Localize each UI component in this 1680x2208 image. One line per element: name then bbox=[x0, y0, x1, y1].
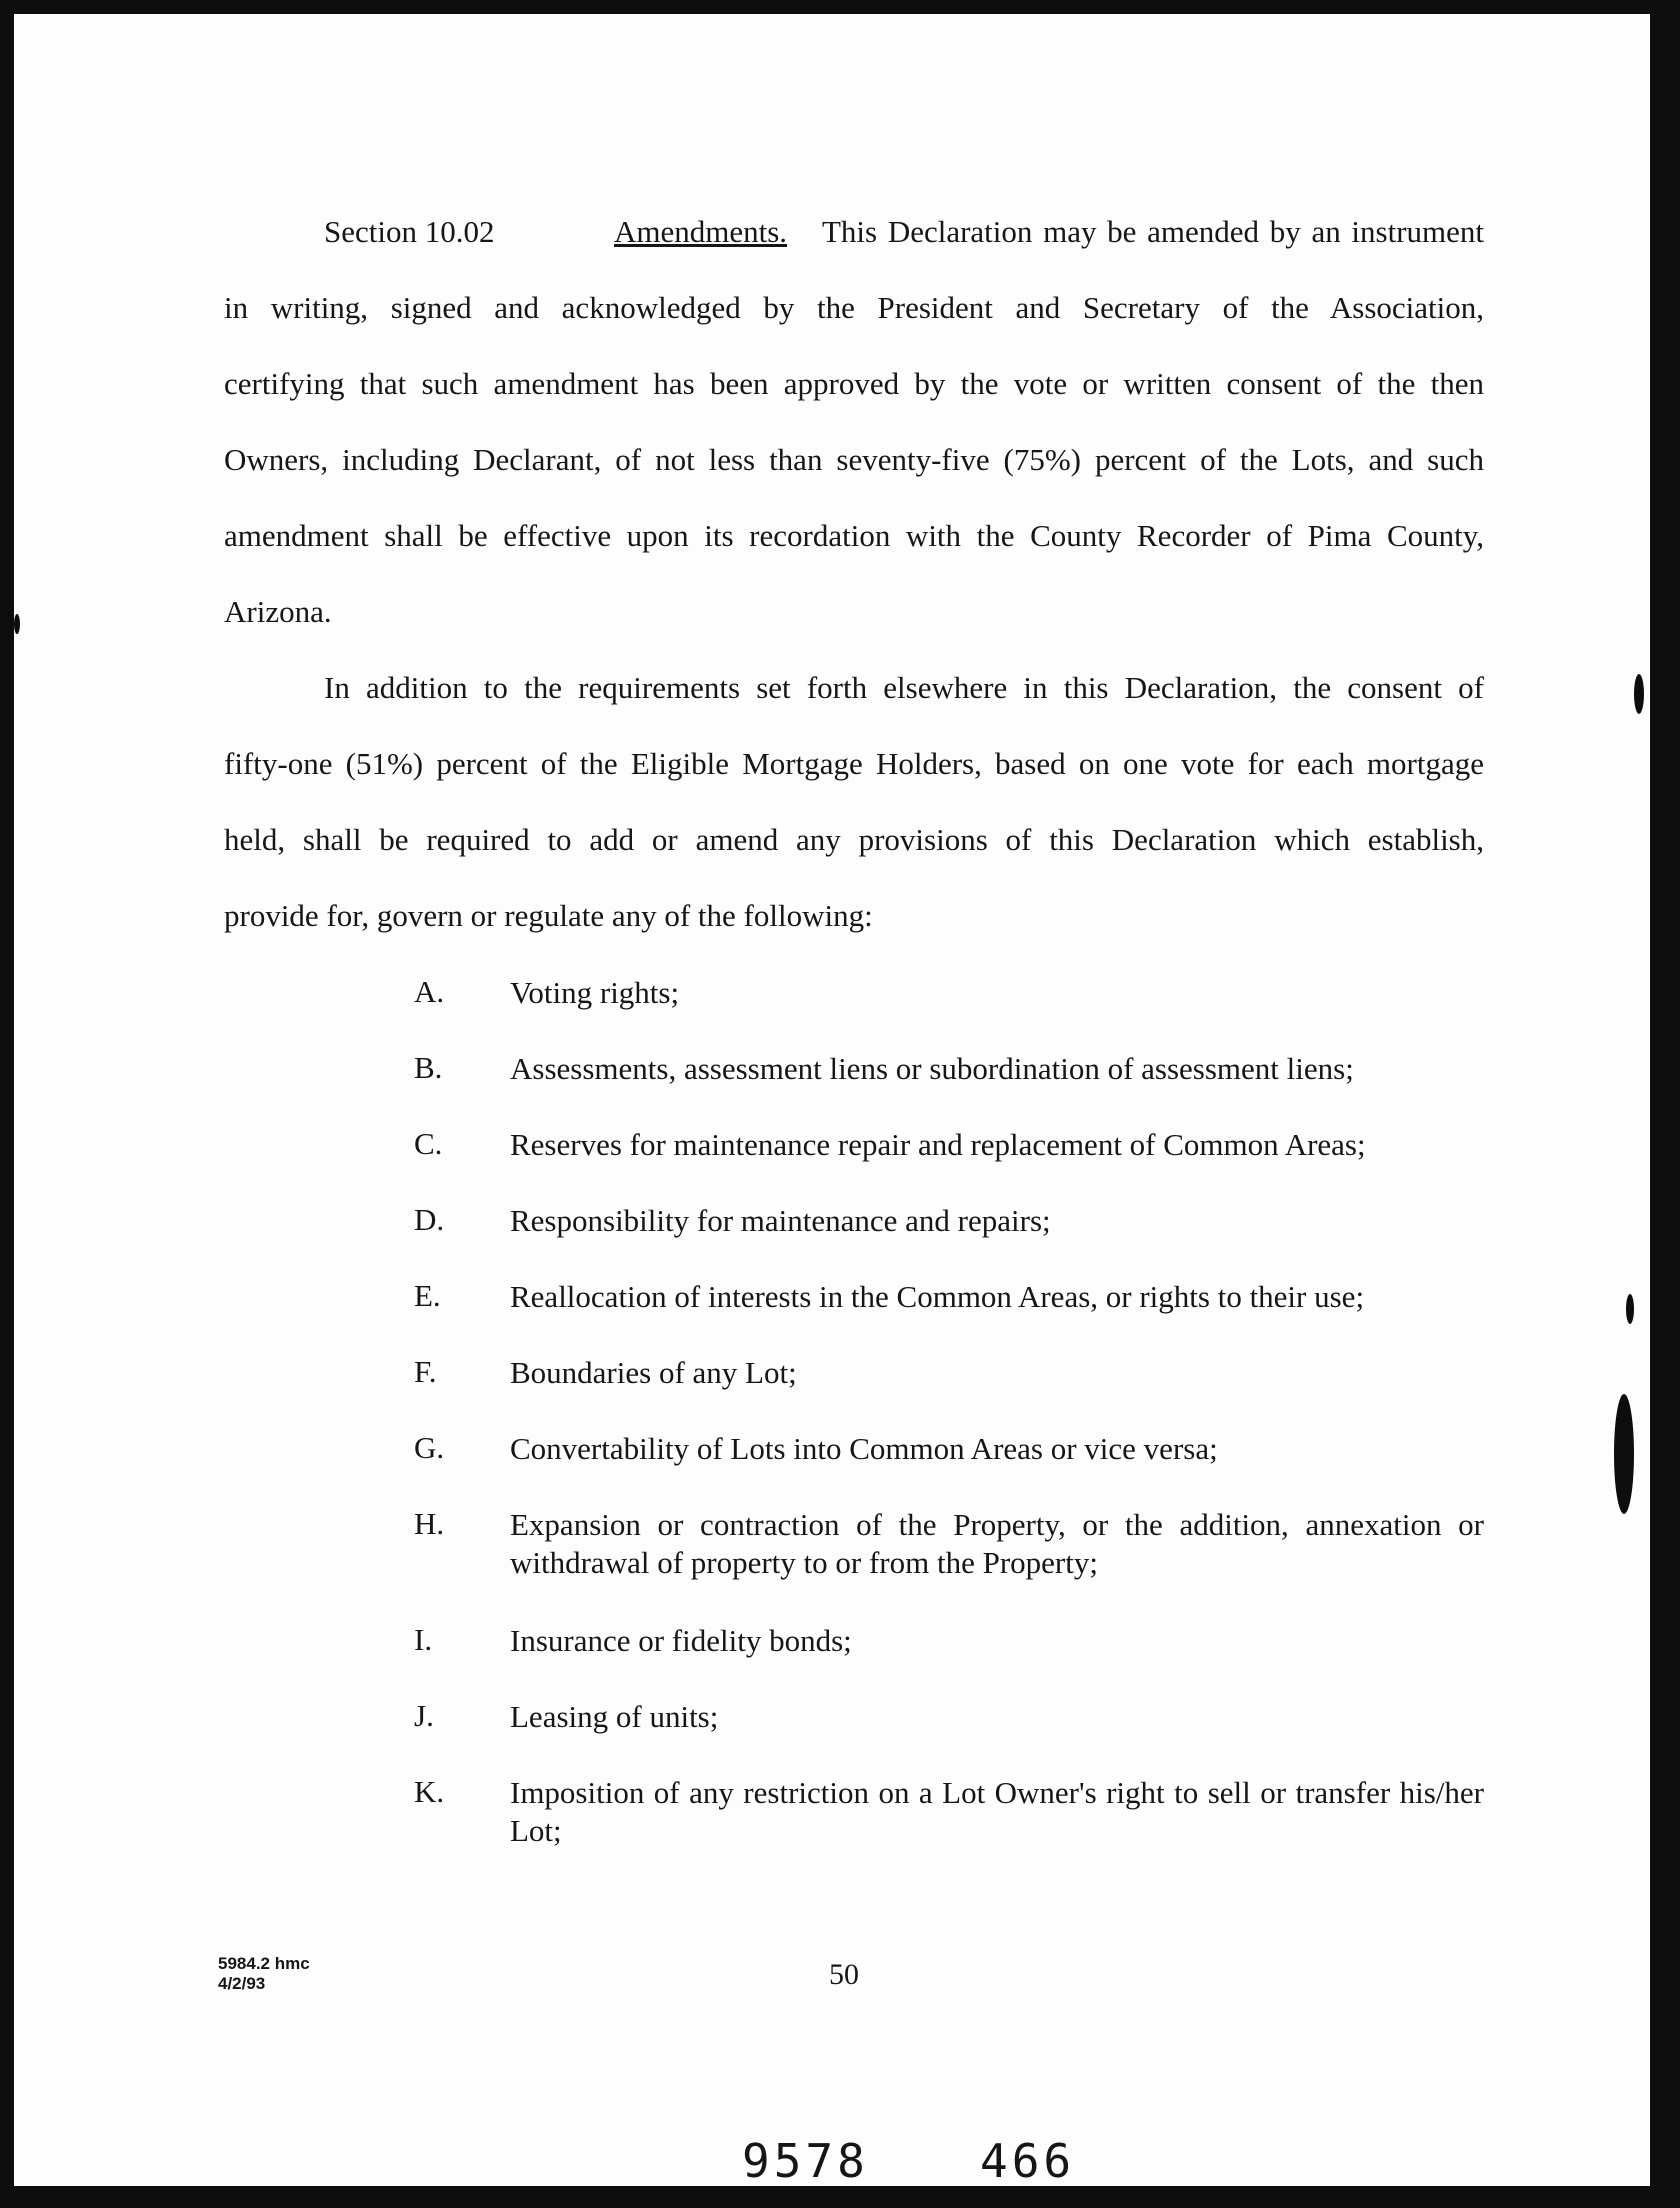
list-item-text: Reallocation of interests in the Common Areas, or rights to their use; bbox=[510, 1279, 1365, 1314]
recording-book-number: 9578 bbox=[742, 2134, 869, 2188]
document-code-id: 5984.2 hmc bbox=[218, 1954, 310, 1973]
list-item-letter: B. bbox=[414, 1050, 443, 1085]
list-item-text: Assessments, assessment liens or subordination of assessment liens; bbox=[510, 1051, 1354, 1086]
section-first-line: This Declaration may be amended by an instrument bbox=[822, 214, 1484, 249]
para2-line-3: held, shall be required to add or amend any provisions of this Declaration which establish, bbox=[224, 822, 1484, 857]
list-item-text: Leasing of units; bbox=[510, 1699, 719, 1734]
document-code bbox=[218, 1954, 310, 1994]
list-item-letter: H. bbox=[414, 1506, 445, 1541]
page-number: 50 bbox=[829, 1958, 859, 1991]
list-item-letter: D. bbox=[414, 1202, 445, 1237]
section-line-5: Arizona. bbox=[224, 594, 332, 629]
list-item-letter: F. bbox=[414, 1354, 437, 1389]
list-item-text: Insurance or fidelity bonds; bbox=[510, 1623, 852, 1658]
list-item-letter: A. bbox=[414, 974, 445, 1009]
list-item-letter: G. bbox=[414, 1430, 445, 1465]
list-item-text: Voting rights; bbox=[510, 975, 680, 1010]
scan-speck bbox=[1626, 1294, 1634, 1324]
scan-speck bbox=[14, 614, 20, 634]
list-item-text: Convertability of Lots into Common Areas or vice versa; bbox=[510, 1431, 1218, 1466]
list-item-letter: E. bbox=[414, 1278, 441, 1313]
para2-line-1: In addition to the requirements set forth elsewhere in this Declaration, the consent of bbox=[324, 670, 1484, 705]
list-item-text: Imposition of any restriction on a Lot Owner's right to sell or transfer his/her Lot; bbox=[510, 1775, 1484, 1848]
scan-speck bbox=[1634, 674, 1644, 714]
document-page bbox=[14, 14, 1650, 2186]
list-item-letter: K. bbox=[414, 1774, 445, 1809]
list-item-text: Reserves for maintenance repair and replacement of Common Areas; bbox=[510, 1127, 1366, 1162]
section-line-2: certifying that such amendment has been approved by the vote or written consent of the then bbox=[224, 366, 1484, 401]
list-item-text: Expansion or contraction of the Property, or the addition, annexation or withdrawal of property to or from the Property; bbox=[510, 1507, 1484, 1580]
document-code-date: 4/2/93 bbox=[218, 1974, 266, 1993]
para2-line-4: provide for, govern or regulate any of the following: bbox=[224, 898, 873, 933]
recording-page-number: 466 bbox=[980, 2134, 1076, 2188]
section-line-1: in writing, signed and acknowledged by the President and Secretary of the Association, bbox=[224, 290, 1484, 325]
list-item-text: Boundaries of any Lot; bbox=[510, 1355, 797, 1390]
section-label: Section 10.02 bbox=[324, 214, 495, 249]
para2-line-2: fifty-one (51%) percent of the Eligible Mortgage Holders, based on one vote for each mortgage bbox=[224, 746, 1484, 781]
list-item-letter: C. bbox=[414, 1126, 443, 1161]
list-item-letter: J. bbox=[414, 1698, 434, 1733]
list-item-letter: I. bbox=[414, 1622, 433, 1657]
section-line-4: amendment shall be effective upon its recordation with the County Recorder of Pima County, bbox=[224, 518, 1484, 553]
section-title: Amendments. bbox=[614, 214, 788, 249]
list-item-text: Responsibility for maintenance and repairs; bbox=[510, 1203, 1051, 1238]
section-line-3: Owners, including Declarant, of not less than seventy-five (75%) percent of the Lots, and such bbox=[224, 442, 1484, 477]
scan-speck bbox=[1614, 1394, 1634, 1514]
